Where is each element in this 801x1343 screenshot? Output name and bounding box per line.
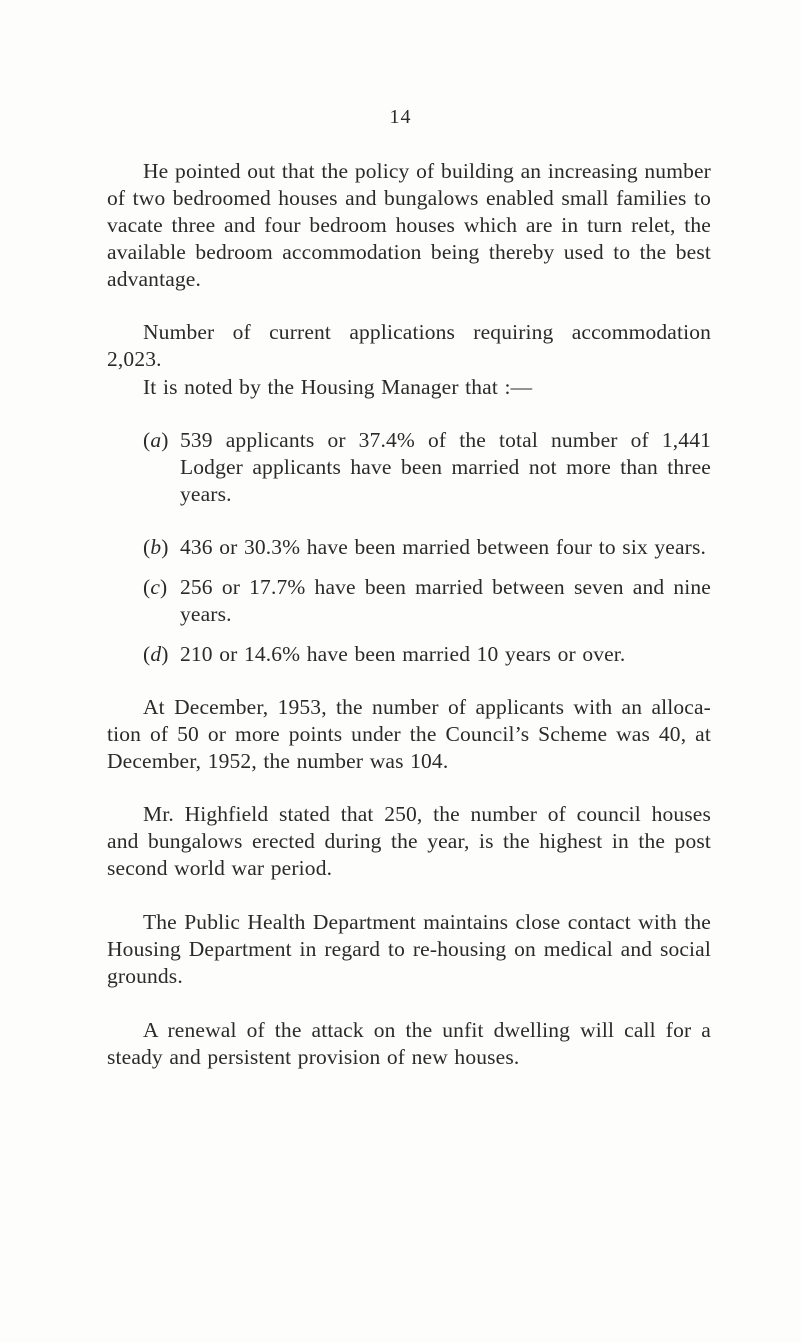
list-marker-c: (c) [143,575,168,599]
list-item-c [143,574,711,628]
paragraph-public-health: The Public Health Department maintains close contact with the Housing Department in regard to re-housing on medical and social grounds. [107,910,711,988]
paragraph-points-allocation: At December, 1953, the number of applicants with an alloca-tion of 50 or more points under the Council’s Scheme was 40, at December, 1952, the number was 104. [107,695,711,773]
list-item-a [143,427,711,508]
list-text-d: 210 or 14.6% have been married 10 years or over. [180,642,626,666]
paragraph-highfield-statement: Mr. Highfield stated that 250, the number of council houses and bungalows erected during the year, is the highest in the post second world war period. [107,802,711,880]
list-marker-b: (b) [143,535,169,559]
paragraph-current-applications: Number of current applications requiring accommodation 2,023. [107,320,711,371]
list-marker-a: (a) [143,428,169,452]
list-marker-d: (d) [143,642,169,666]
list-text-c: 256 or 17.7% have been married between seven and nine years. [180,575,711,626]
paragraph-unfit-dwelling: A renewal of the attack on the unfit dwelling will call for a steady and persistent provision of new houses. [107,1018,711,1069]
page-number: 14 [389,106,412,128]
list-text-a: 539 applicants or 37.4% of the total number of 1,441 Lodger applicants have been married not more than three years. [180,428,711,506]
paragraph-bedroom-policy: He pointed out that the policy of building an increasing number of two bedroomed houses and bungalows enabled small families to vacate three and four bedroom houses which are in turn relet, the available bedroom accommodation being thereby used to the best advantage. [107,159,711,291]
list-item-d [143,641,711,668]
paragraph-housing-manager-intro: It is noted by the Housing Manager that :— [143,375,533,399]
list-text-b: 436 or 30.3% have been married between four to six years. [180,535,707,559]
list-item-b [143,534,711,561]
